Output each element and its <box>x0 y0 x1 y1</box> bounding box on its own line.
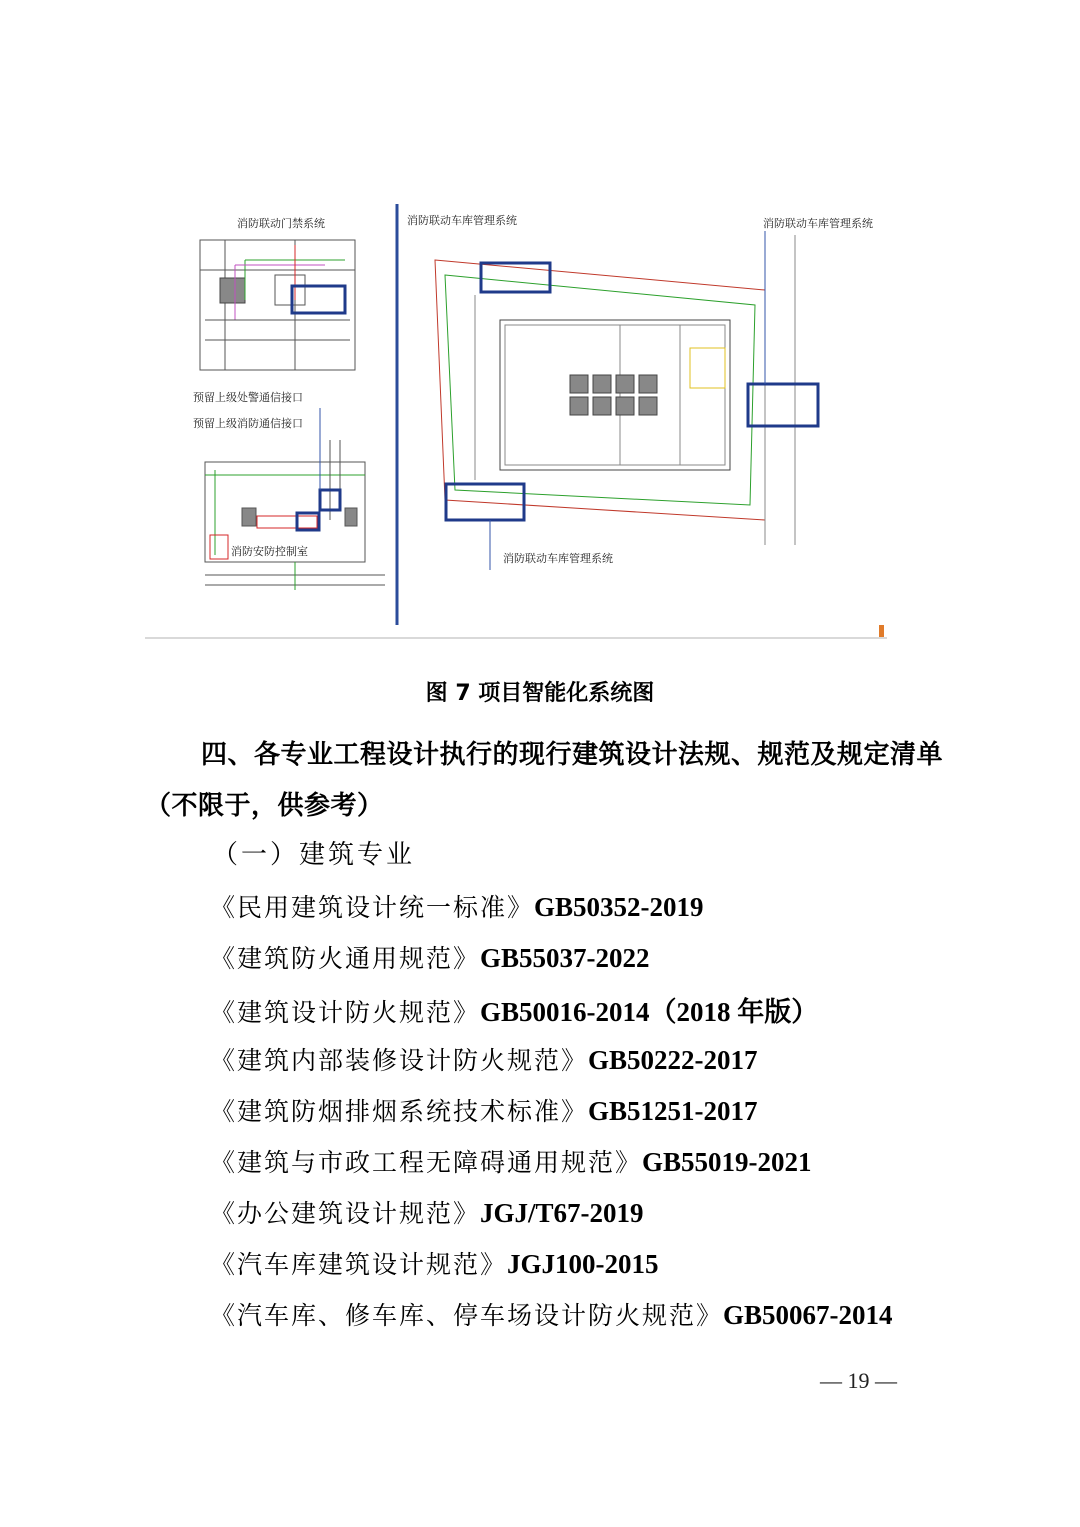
standard-item: 《汽车库建筑设计规范》JGJ100-2015 <box>210 1249 659 1279</box>
standard-item: 《办公建筑设计规范》JGJ/T67-2019 <box>210 1198 644 1228</box>
garage-right-highlight-box <box>748 384 818 426</box>
standard-item: 《建筑设计防火规范》GB50016-2014（2018 年版） <box>210 997 819 1027</box>
garage-right-label: 消防联动车库管理系统 <box>763 217 873 230</box>
site-plan <box>435 235 795 545</box>
system-diagram-figure <box>145 200 887 639</box>
access-control-plan <box>200 240 355 370</box>
page-number: — 19 — <box>820 1368 897 1393</box>
standard-item: 《汽车库、修车库、停车场设计防火规范》GB50067-2014 <box>210 1300 893 1330</box>
standard-item: 《建筑内部装修设计防火规范》GB50222-2017 <box>210 1045 758 1075</box>
control-room-plan <box>205 440 385 590</box>
figure-caption: 图 7 项目智能化系统图 <box>425 681 655 706</box>
standard-item: 《建筑与市政工程无障碍通用规范》GB55019-2021 <box>210 1147 812 1177</box>
standard-item: 《建筑防火通用规范》GB55037-2022 <box>210 943 650 973</box>
garage-top-label: 消防联动车库管理系统 <box>407 214 517 227</box>
access-control-highlight-box <box>292 286 345 313</box>
control-room-label: 消防安防控制室 <box>231 545 308 558</box>
standard-item: 《建筑防烟排烟系统技术标准》GB51251-2017 <box>210 1096 758 1126</box>
fire-interface-label: 预留上级消防通信接口 <box>193 417 303 430</box>
subsection-heading: （一）建筑专业 <box>212 840 416 870</box>
access-control-label: 消防联动门禁系统 <box>237 217 325 230</box>
garage-bottom-label: 消防联动车库管理系统 <box>503 552 613 565</box>
section-heading: 四、各专业工程设计执行的现行建筑设计法规、规范及规定清单（不限于，供参考） <box>145 740 944 821</box>
corner-accent-mark <box>879 625 884 637</box>
police-interface-label: 预留上级处警通信接口 <box>193 391 303 404</box>
standard-item: 《民用建筑设计统一标准》GB50352-2019 <box>210 892 704 922</box>
